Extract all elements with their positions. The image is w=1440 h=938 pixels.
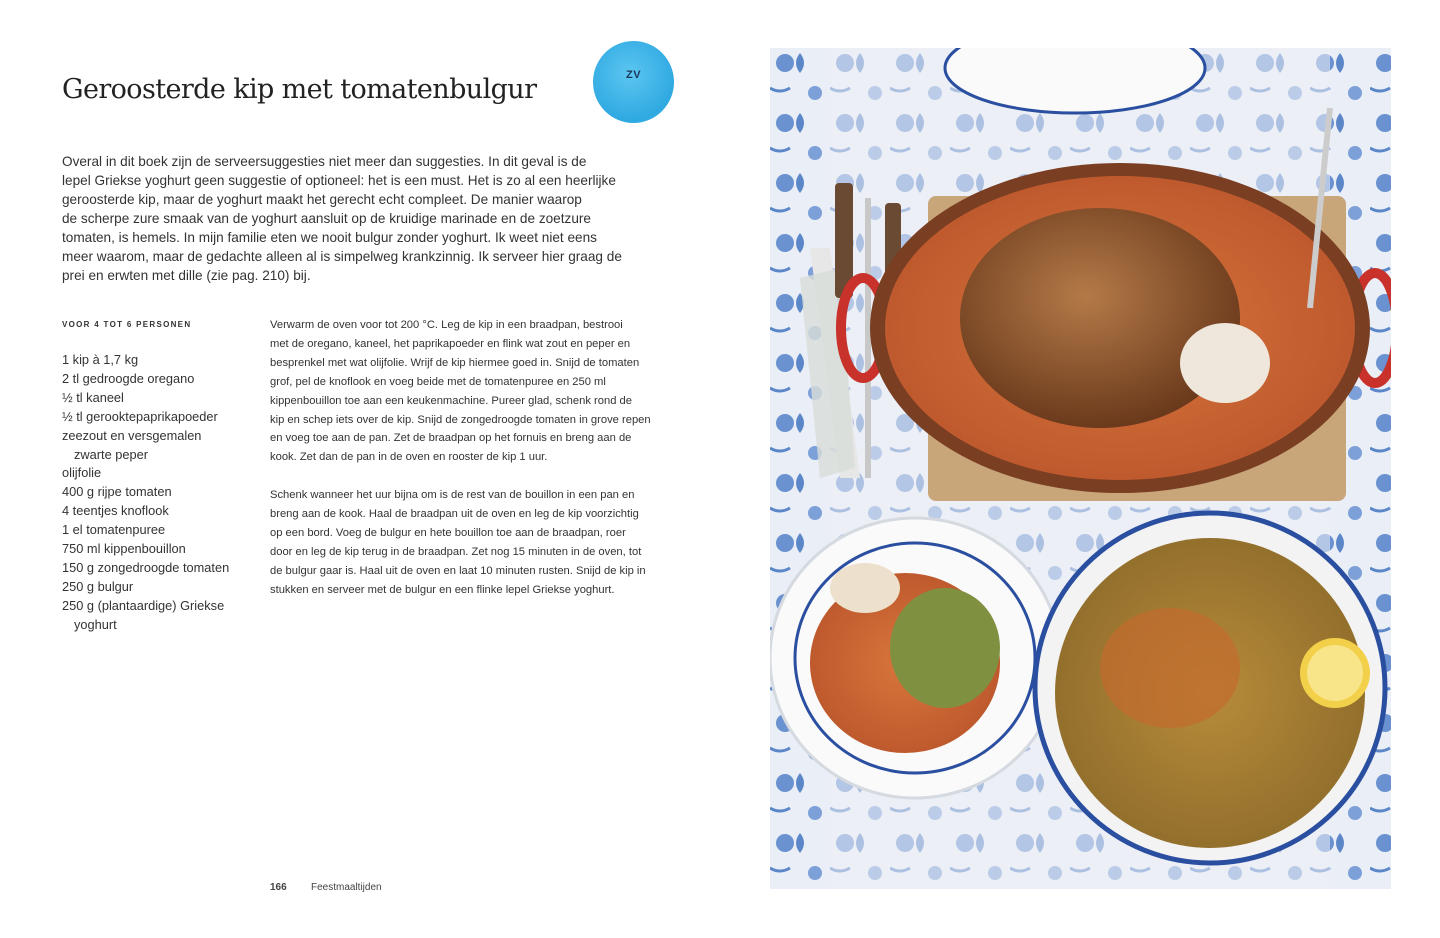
ingredient-item: ½ tl gerooktepaprikapoeder	[62, 408, 218, 424]
method-line: door en leg de kip terug in de braadpan. Zet nog 15 minuten in de oven, tot	[270, 545, 642, 558]
method-line: de bulgur gaar is. Haal uit de oven en laat 10 minuten rusten. Snijd de kip in	[270, 564, 646, 577]
intro-line: Overal in dit boek zijn de serveersuggesties niet meer dan suggesties. In dit geval is de	[62, 154, 587, 169]
servings-label: VOOR 4 TOT 6 PERSONEN	[62, 320, 192, 329]
ingredient-item: zeezout en versgemalen	[62, 427, 202, 443]
method-line: op een bord. Voeg de bulgur en hete bouillon toe aan de braadpan, roer	[270, 526, 626, 539]
method-step	[270, 486, 651, 599]
ingredient-item: 250 g (plantaardige) Griekse	[62, 597, 225, 613]
intro-line: tomaten, is hemels. In mijn familie eten we nooit bulgur zonder yoghurt. Ik weet niet eens	[62, 230, 597, 245]
ingredient-item: ½ tl kaneel	[62, 389, 124, 405]
method-line: met de oregano, kaneel, het paprikapoeder en flink wat zout en peper en	[270, 337, 631, 350]
ingredient-item: 1 kip à 1,7 kg	[62, 352, 139, 367]
intro-line: geroosterde kip, maar de yoghurt maakt het gerecht echt compleet. De manier waarop	[62, 192, 582, 207]
intro-line: lepel Griekse yoghurt geen suggestie of optioneel: het is een must. Het is zo al een heerlijke	[62, 173, 616, 188]
recipe-photo	[770, 48, 1391, 889]
method-line: Verwarm de oven voor tot 200 °C. Leg de kip in een braadpan, bestrooi	[270, 319, 623, 331]
method-line: kip en schep iets over de kip. Snijd de zongedroogde tomaten in grove repen	[270, 413, 651, 426]
ingredient-item: 250 g bulgur	[62, 578, 134, 594]
method-line: kook. Zet dan de pan in de oven en rooster de kip 1 uur.	[270, 451, 548, 464]
intro-line: prei en erwten met dille (zie pag. 210) bij.	[62, 268, 311, 283]
ingredient-item: 750 ml kippenbouillon	[62, 541, 186, 557]
ingredient-item: 2 tl gedroogde oregano	[62, 370, 195, 386]
recipe-title: Geroosterde kip met tomatenbulgur	[62, 74, 537, 105]
intro-paragraph	[62, 152, 622, 285]
method-text	[270, 316, 651, 618]
method-line: stukken en serveer met de bulgur en een flinke lepel Griekse yoghurt.	[270, 583, 615, 596]
ingredient-item: 1 el tomatenpuree	[62, 522, 166, 538]
method-line: grof, pel de knoflook en voeg beide met de tomatenpuree en 250 ml	[270, 375, 606, 388]
ingredient-list	[62, 351, 229, 635]
ingredient-item: zwarte peper	[74, 446, 148, 462]
ingredient-item: yoghurt	[74, 616, 117, 632]
intro-line: meer waarom, maar de gedachte alleen al is simpelweg krankzinnig. Ik serveer hier graag de	[62, 249, 622, 264]
method-line: breng aan de kook. Haal de braadpan uit de oven en leg de kip voorzichtig	[270, 508, 639, 521]
ingredient-item: olijfolie	[62, 465, 102, 481]
dietary-badge	[593, 41, 674, 123]
ingredient-item: 400 g rijpe tomaten	[62, 484, 172, 500]
ingredient-item: 4 teentjes knoflook	[62, 503, 169, 519]
section-name: Feestmaaltijden	[311, 882, 382, 893]
badge-label: ZV	[625, 69, 642, 81]
method-line: besprenkel met wat olijfolie. Wrijf de kip hiermee goed in. Snijd de tomaten	[270, 356, 640, 369]
method-step	[270, 316, 651, 467]
method-line: kippenbouillon toe aan een keukenmachine. Pureer glad, schenk rond de	[270, 394, 632, 407]
intro-line: de scherpe zure smaak van de yoghurt aansluit op de kruidige marinade en de zoetzure	[62, 211, 591, 226]
method-line: en voeg toe aan de pan. Zet de braadpan op het fornuis en breng aan de	[270, 432, 632, 445]
method-line: Schenk wanneer het uur bijna om is de rest van de bouillon in een pan en	[270, 489, 635, 502]
page-number: 166	[270, 882, 287, 893]
ingredient-item: 150 g zongedroogde tomaten	[62, 559, 230, 575]
